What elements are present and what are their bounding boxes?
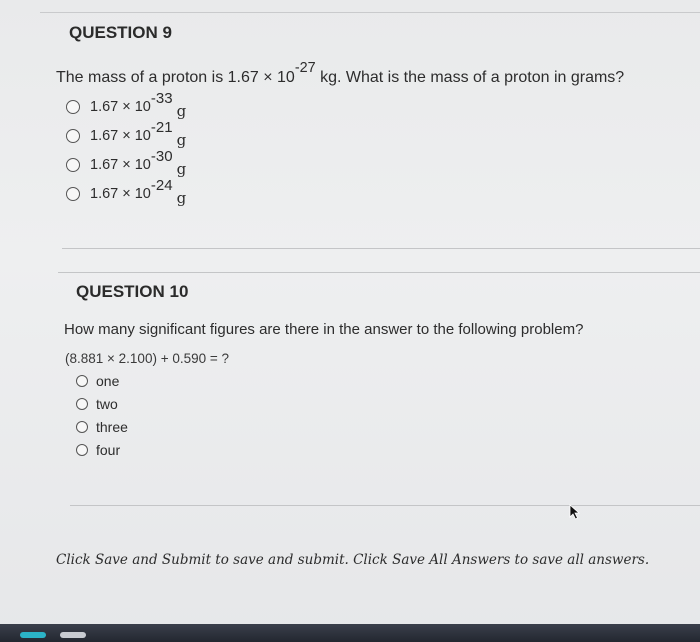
question-9-bottom-divider (62, 248, 700, 249)
question-10-title: QUESTION 10 (76, 282, 189, 301)
question-10-option-three[interactable] (76, 419, 128, 435)
option-unit: g (176, 189, 187, 207)
option-label: four (96, 442, 121, 458)
taskbar (0, 624, 700, 642)
option-exponent: -30 (150, 148, 173, 166)
radio-button[interactable] (76, 444, 88, 456)
question-9-option-1[interactable] (66, 90, 187, 120)
radio-button[interactable] (76, 398, 88, 410)
question-9-option-4[interactable] (66, 177, 187, 207)
option-unit: g (176, 131, 187, 149)
radio-button[interactable] (66, 187, 80, 201)
question-10-expression: (8.881 × 2.100) + 0.590 = ? (65, 351, 230, 366)
option-base: 1.67 × 10 (90, 128, 151, 144)
option-label: two (96, 396, 118, 412)
radio-button[interactable] (66, 129, 80, 143)
save-instructions: Click Save and Submit to save and submit. Click Save All Answers to save all answers. (56, 552, 650, 568)
question-10-option-one[interactable] (76, 373, 119, 389)
question-9-stem-exponent: -27 (294, 59, 316, 76)
option-exponent: -21 (150, 119, 173, 137)
option-exponent: -33 (150, 90, 173, 108)
taskbar-item[interactable] (60, 632, 86, 638)
radio-button[interactable] (66, 100, 80, 114)
question-10-option-four[interactable] (76, 442, 120, 458)
question-10-stem: How many significant figures are there in the answer to the following problem? (64, 321, 584, 338)
option-base: 1.67 × 10 (90, 157, 151, 173)
taskbar-item[interactable] (20, 632, 46, 638)
question-9-option-2[interactable] (66, 119, 187, 149)
option-unit: g (176, 160, 187, 178)
option-exponent: -24 (150, 177, 173, 195)
question-9-stem (56, 59, 625, 87)
option-unit: g (176, 102, 187, 120)
question-9-stem-suffix: kg. What is the mass of a proton in grams? (315, 69, 625, 86)
question-9-top-border (40, 12, 700, 13)
mouse-cursor-icon (569, 504, 583, 520)
question-10-option-two[interactable] (76, 396, 118, 412)
option-label: three (96, 419, 128, 435)
option-label: one (96, 373, 120, 389)
option-base: 1.67 × 10 (90, 186, 151, 202)
question-10-top-border (58, 272, 700, 273)
question-9-option-3[interactable] (66, 148, 187, 178)
radio-button[interactable] (66, 158, 80, 172)
radio-button[interactable] (76, 375, 88, 387)
option-base: 1.67 × 10 (90, 99, 151, 115)
question-9-stem-prefix: The mass of a proton is 1.67 × 10 (56, 69, 295, 86)
radio-button[interactable] (76, 421, 88, 433)
question-10-bottom-divider (70, 505, 700, 506)
question-9-title: QUESTION 9 (69, 23, 172, 42)
